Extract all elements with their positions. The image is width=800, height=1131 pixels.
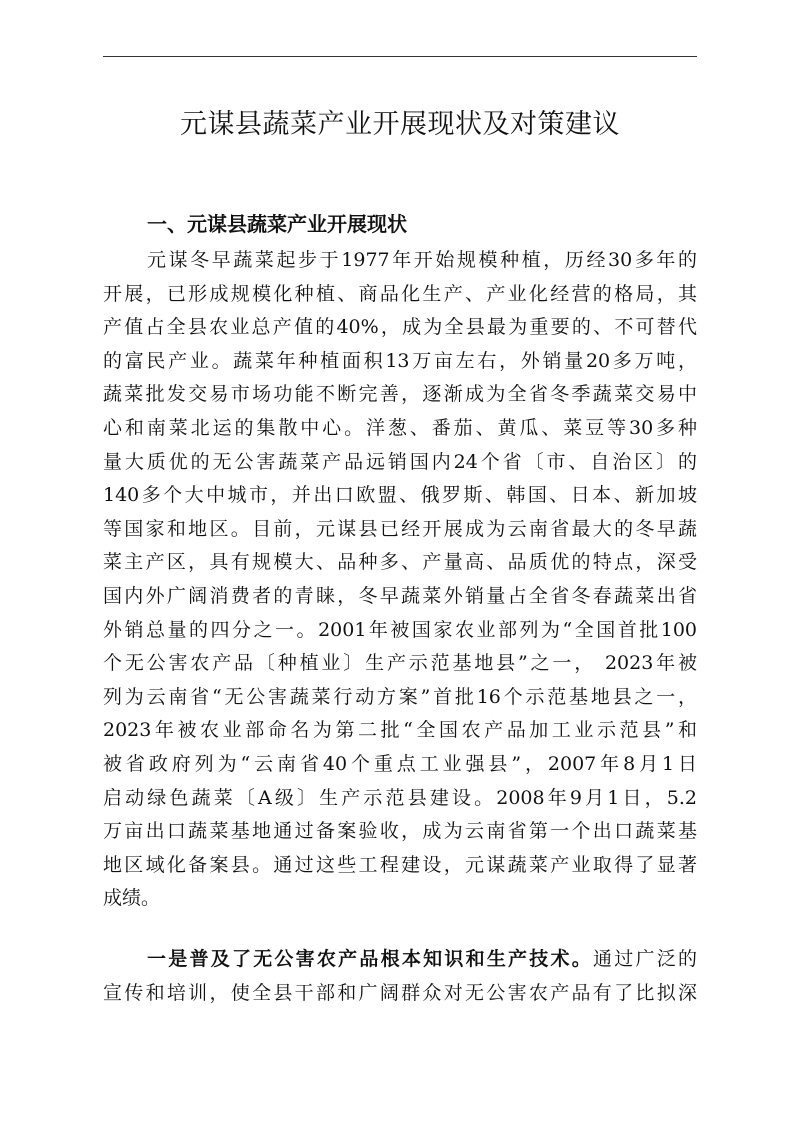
paragraph-line: 等国家和地区。目前，元谋县已经开展成为云南省最大的冬早蔬 — [103, 517, 697, 540]
paragraph-line: 元谋冬早蔬菜起步于1977年开始规模种植，历经30多年的 — [147, 249, 697, 271]
paragraph-line: 被省政府列为“云南省40个重点工业强县”，2007年8月1日 — [103, 752, 697, 775]
header-rule — [103, 56, 697, 57]
section-heading-1: 一、元谋县蔬菜产业开展现状 — [147, 212, 407, 236]
paragraph-2 — [103, 943, 697, 1010]
paragraph-line: 菜主产区，具有规模大、品种多、产量高、品质优的特点，深受 — [103, 551, 697, 574]
paragraph-line: 外销总量的四分之一。2001年被国家农业部列为“全国首批100 — [103, 618, 697, 641]
paragraph-line: 量大质优的无公害蔬菜产品远销国内24个省〔市、自治区〕的 — [103, 450, 697, 473]
document-title: 元谋县蔬菜产业开展现状及对策建议 — [180, 109, 620, 140]
paragraph-line: 成绩。 — [103, 887, 161, 910]
paragraph-line: 的富民产业。蔬菜年种植面积13万亩左右，外销量20多万吨， — [103, 349, 697, 372]
paragraph-line: 2023年被农业部命名为第二批“全国农产品加工业示范县”和 — [103, 719, 697, 742]
paragraph-line: 启动绿色蔬菜〔A级〕生产示范县建设。2008年9月1日，5.2 — [103, 786, 697, 809]
paragraph-line: 产值占全县农业总产值的40%，成为全县最为重要的、不可替代 — [103, 316, 697, 339]
paragraph-line: 心和南菜北运的集散中心。洋葱、番茄、黄瓜、菜豆等30多种 — [103, 416, 697, 439]
paragraph-line: 蔬菜批发交易市场功能不断完善，逐渐成为全省冬季蔬菜交易中 — [103, 383, 697, 406]
paragraph-line: 地区域化备案县。通过这些工程建设，元谋蔬菜产业取得了显著 — [103, 853, 697, 876]
paragraph-line — [103, 943, 697, 977]
paragraph-text: 通过广泛的 — [593, 948, 697, 970]
paragraph-line: 个无公害农产品〔种植业〕生产示范基地县”之一， 2023年被 — [103, 652, 697, 675]
paragraph-line: 140多个大中城市，并出口欧盟、俄罗斯、韩国、日本、新加坡 — [103, 484, 697, 507]
paragraph-line: 开展，已形成规模化种植、商品化生产、产业化经营的格局，其 — [103, 282, 697, 305]
paragraph-line: 国内外广阔消费者的青睐，冬早蔬菜外销量占全省冬春蔬菜出省 — [103, 584, 697, 607]
paragraph-1 — [103, 244, 697, 916]
bold-lead-text: 一是普及了无公害农产品根本知识和生产技术。 — [147, 948, 594, 970]
paragraph-line: 万亩出口蔬菜基地通过备案验收，成为云南省第一个出口蔬菜基 — [103, 820, 697, 843]
paragraph-line: 列为云南省“无公害蔬菜行动方案”首批16个示范基地县之一， — [103, 685, 697, 708]
paragraph-line: 宣传和培训，使全县干部和广阔群众对无公害农产品有了比拟深 — [103, 981, 697, 1004]
